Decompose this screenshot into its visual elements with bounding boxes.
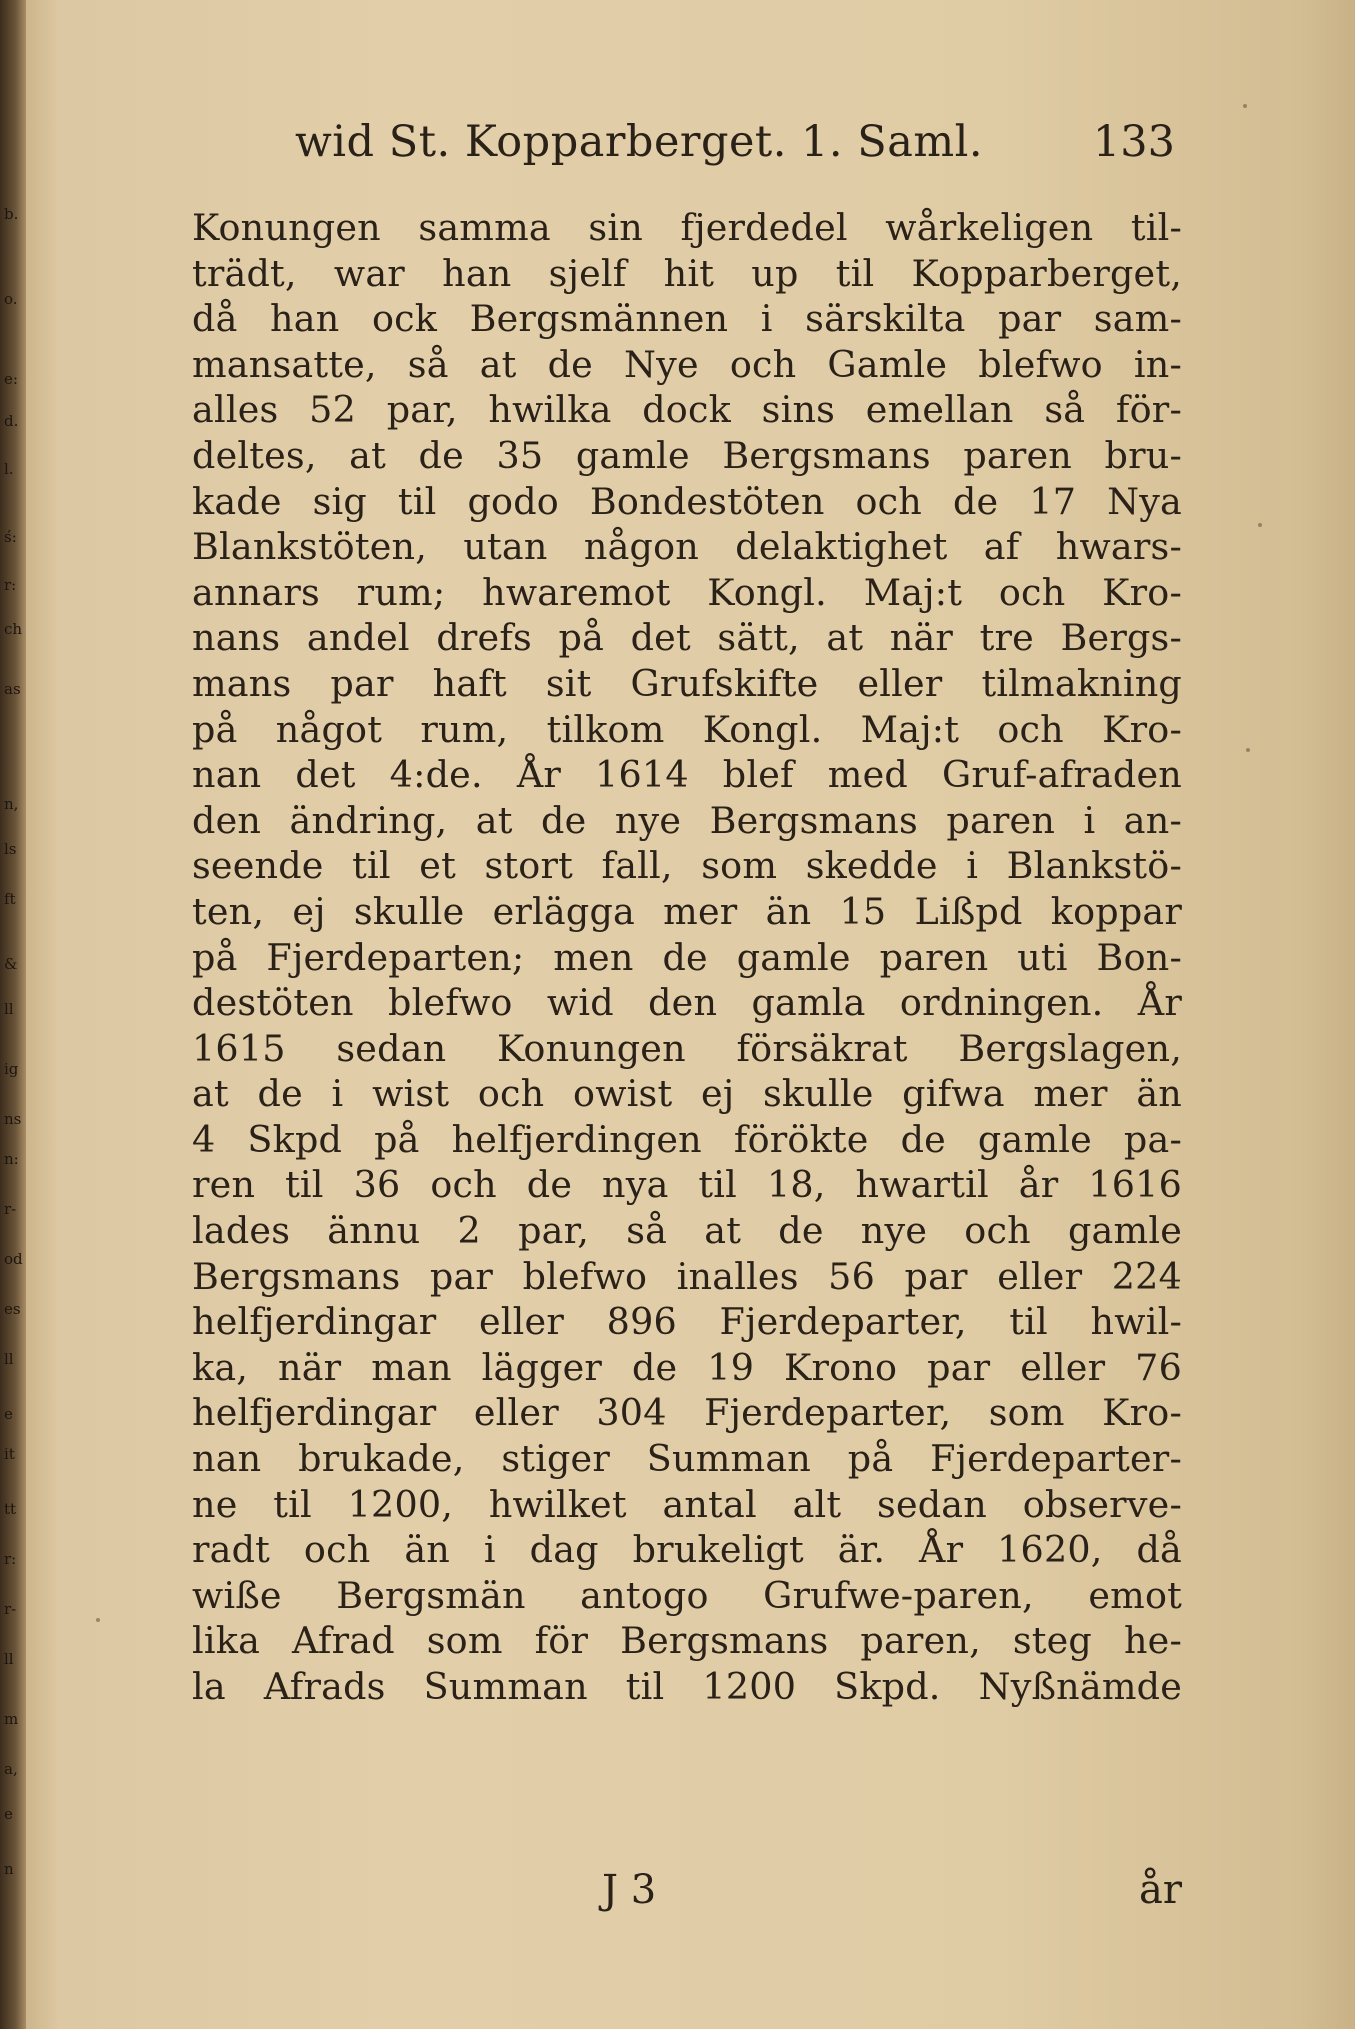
facing-page-fragment: od (4, 1250, 23, 1268)
text-line: alles 52 par, hwilka dock sins emellan så för- (192, 388, 1182, 432)
facing-page-fragment: ll (4, 1350, 14, 1368)
text-line: lades ännu 2 par, så at de nye och gamle (192, 1209, 1182, 1253)
text-line: Bergsmans par blefwo inalles 56 par eller 224 (192, 1254, 1182, 1298)
text-line: nans andel drefs på det sätt, at när tre Bergs- (192, 616, 1182, 660)
paper-speck (96, 1618, 100, 1622)
text-line: ren til 36 och de nya til 18, hwartil år 1616 (192, 1163, 1182, 1207)
text-line: helfjerdingar eller 896 Fjerdeparter, til hwil- (192, 1300, 1182, 1344)
facing-page-fragment: d. (4, 412, 19, 430)
text-line: annars rum; hwaremot Kongl. Maj:t och Kro- (192, 570, 1182, 614)
facing-page-fragment: as (4, 680, 21, 698)
text-line: på Fjerdeparten; men de gamle paren uti Bon- (192, 935, 1182, 979)
text-line: ten, ej skulle erlägga mer än 15 Lißpd koppar (192, 889, 1182, 933)
facing-page-fragment: r: (4, 576, 17, 594)
facing-page-fragment: r- (4, 1200, 17, 1218)
facing-page-fragment: ll (4, 1650, 14, 1668)
facing-page-fragment: ig (4, 1060, 19, 1078)
facing-page-fragment: m (4, 1710, 19, 1728)
text-line: trädt, war han sjelf hit up til Kopparberget, (192, 251, 1182, 295)
signature-mark: J 3 (602, 1867, 657, 1913)
text-line: at de i wist och owist ej skulle gifwa mer än (192, 1072, 1182, 1116)
text-line: ka, när man lägger de 19 Krono par eller 76 (192, 1345, 1182, 1389)
facing-page-fragment: ś: (4, 528, 17, 546)
paper-speck (1243, 104, 1247, 108)
text-line: 4 Skpd på helfjerdingen förökte de gamle pa- (192, 1117, 1182, 1161)
text-line: deltes, at de 35 gamle Bergsmans paren bru- (192, 433, 1182, 477)
facing-page-fragment: n (4, 1860, 14, 1878)
facing-page-fragment: r- (4, 1600, 17, 1618)
facing-page-fragment: es (4, 1300, 21, 1318)
text-line: den ändring, at de nye Bergsmans paren i an- (192, 798, 1182, 842)
text-line: mansatte, så at de Nye och Gamle blefwo in- (192, 342, 1182, 386)
text-line: på något rum, tilkom Kongl. Maj:t och Kro- (192, 707, 1182, 751)
page-header (295, 112, 1175, 172)
facing-page-fragment: b. (4, 205, 19, 223)
facing-page-fragment: ch (4, 620, 23, 638)
facing-page-fragment: n: (4, 1150, 19, 1168)
facing-page-fragment: it (4, 1445, 15, 1463)
text-line: radt och än i dag brukeligt är. År 1620, då (192, 1528, 1182, 1572)
text-line: ne til 1200, hwilket antal alt sedan observe- (192, 1482, 1182, 1526)
text-line: kade sig til godo Bondestöten och de 17 Nya (192, 479, 1182, 523)
catchword: år (1139, 1867, 1182, 1913)
text-line: destöten blefwo wid den gamla ordningen. År (192, 981, 1182, 1025)
facing-page-fragment: n, (4, 795, 19, 813)
facing-page-fragment: l. (4, 460, 14, 478)
facing-page-fragment: ls (4, 840, 17, 858)
facing-page-fragment: ft (4, 890, 16, 908)
text-line: lika Afrad som för Bergsmans paren, steg he- (192, 1619, 1182, 1663)
facing-page-fragment: o. (4, 290, 18, 308)
facing-page-fragment: ll (4, 1000, 14, 1018)
text-line: nan brukade, stiger Summan på Fjerdeparter- (192, 1437, 1182, 1481)
facing-page-fragment: e (4, 1805, 13, 1823)
facing-page-fragment: ns (4, 1110, 22, 1128)
facing-page-fragment: r: (4, 1550, 17, 1568)
text-line: Konungen samma sin fjerdedel wårkeligen til- (192, 206, 1182, 249)
page-number: 133 (1092, 117, 1175, 167)
facing-page-fragment: e: (4, 370, 18, 388)
text-line: då han ock Bergsmännen i särskilta par sam- (192, 297, 1182, 341)
paper-speck (1258, 523, 1262, 527)
page-footer (192, 1862, 1182, 1918)
facing-page-fragment: & (4, 955, 18, 973)
adjacent-page-gutter (0, 0, 26, 2029)
facing-page-fragment: e (4, 1405, 13, 1423)
facing-page-fragment: tt (4, 1500, 17, 1518)
text-line: wiße Bergsmän antogo Grufwe-paren, emot (192, 1573, 1182, 1617)
text-line: Blankstöten, utan någon delaktighet af hwars- (192, 525, 1182, 569)
running-head: wid St. Kopparberget. 1. Saml. (295, 117, 984, 167)
text-line: 1615 sedan Konungen försäkrat Bergslagen, (192, 1026, 1182, 1070)
text-line: seende til et stort fall, som skedde i Blankstö- (192, 844, 1182, 888)
facing-page-fragment: a, (4, 1760, 18, 1778)
paper-speck (1246, 748, 1250, 752)
text-line: mans par haft sit Grufskifte eller tilmakning (192, 661, 1182, 705)
text-line: la Afrads Summan til 1200 Skpd. Nyßnämde (192, 1665, 1182, 1708)
body-text (192, 205, 1182, 1710)
text-line: nan det 4:de. År 1614 blef med Gruf-afraden (192, 753, 1182, 797)
text-line: helfjerdingar eller 304 Fjerdeparter, som Kro- (192, 1391, 1182, 1435)
